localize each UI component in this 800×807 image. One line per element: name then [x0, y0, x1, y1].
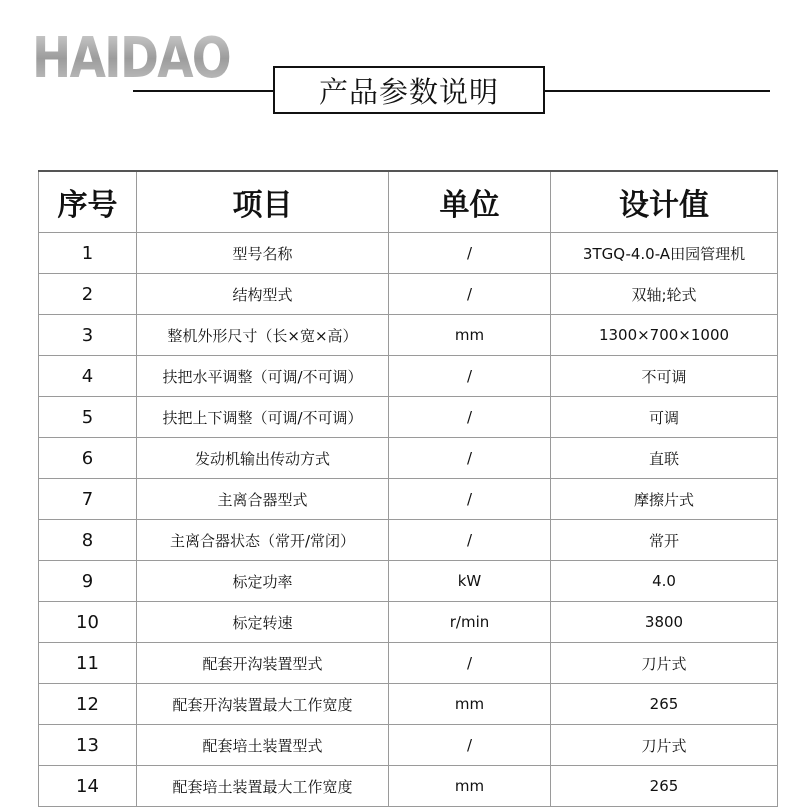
cell-unit: mm — [389, 315, 551, 356]
cell-value: 刀片式 — [551, 643, 778, 684]
cell-item: 结构型式 — [137, 274, 389, 315]
cell-item: 主离合器状态（常开/常闭） — [137, 520, 389, 561]
cell-seq: 9 — [39, 561, 137, 602]
cell-item: 扶把上下调整（可调/不可调） — [137, 397, 389, 438]
header-value: 设计值 — [551, 171, 778, 233]
cell-unit: / — [389, 438, 551, 479]
cell-value: 3TGQ-4.0-A田园管理机 — [551, 233, 778, 274]
cell-seq: 4 — [39, 356, 137, 397]
page-title: 产品参数说明 — [273, 66, 545, 114]
cell-value: 不可调 — [551, 356, 778, 397]
cell-item: 型号名称 — [137, 233, 389, 274]
brand-logo — [32, 26, 232, 91]
cell-seq: 6 — [39, 438, 137, 479]
table-row — [39, 643, 778, 684]
cell-unit: / — [389, 520, 551, 561]
cell-unit: / — [389, 479, 551, 520]
header-item: 项目 — [137, 171, 389, 233]
cell-seq: 5 — [39, 397, 137, 438]
table-row — [39, 479, 778, 520]
cell-value: 265 — [551, 766, 778, 807]
cell-item: 标定功率 — [137, 561, 389, 602]
cell-item: 配套培土装置型式 — [137, 725, 389, 766]
cell-value: 直联 — [551, 438, 778, 479]
spec-table — [38, 170, 778, 807]
cell-unit: kW — [389, 561, 551, 602]
cell-seq: 7 — [39, 479, 137, 520]
cell-value: 刀片式 — [551, 725, 778, 766]
cell-item: 发动机输出传动方式 — [137, 438, 389, 479]
header-seq: 序号 — [39, 171, 137, 233]
table-row — [39, 274, 778, 315]
cell-item: 标定转速 — [137, 602, 389, 643]
cell-value: 双轴;轮式 — [551, 274, 778, 315]
cell-seq: 13 — [39, 725, 137, 766]
cell-seq: 1 — [39, 233, 137, 274]
cell-value: 3800 — [551, 602, 778, 643]
cell-value: 常开 — [551, 520, 778, 561]
cell-seq: 14 — [39, 766, 137, 807]
cell-seq: 11 — [39, 643, 137, 684]
cell-value: 265 — [551, 684, 778, 725]
table-row — [39, 684, 778, 725]
cell-seq: 2 — [39, 274, 137, 315]
cell-item: 整机外形尺寸（长×宽×高） — [137, 315, 389, 356]
cell-unit: mm — [389, 684, 551, 725]
table-row — [39, 233, 778, 274]
table-row — [39, 602, 778, 643]
cell-unit: / — [389, 356, 551, 397]
haidao-logo-icon — [32, 26, 232, 91]
table-row — [39, 315, 778, 356]
header-unit: 单位 — [389, 171, 551, 233]
cell-seq: 10 — [39, 602, 137, 643]
cell-item: 主离合器型式 — [137, 479, 389, 520]
cell-value: 4.0 — [551, 561, 778, 602]
cell-value: 可调 — [551, 397, 778, 438]
table-body — [39, 233, 778, 807]
table-row — [39, 356, 778, 397]
cell-unit: / — [389, 643, 551, 684]
cell-unit: / — [389, 725, 551, 766]
cell-unit: / — [389, 274, 551, 315]
cell-item: 配套开沟装置型式 — [137, 643, 389, 684]
cell-value: 1300×700×1000 — [551, 315, 778, 356]
cell-unit: / — [389, 233, 551, 274]
cell-item: 配套培土装置最大工作宽度 — [137, 766, 389, 807]
table-row — [39, 397, 778, 438]
cell-seq: 12 — [39, 684, 137, 725]
logo-text: HAIDAO — [32, 26, 230, 91]
table-row — [39, 766, 778, 807]
cell-seq: 3 — [39, 315, 137, 356]
cell-item: 配套开沟装置最大工作宽度 — [137, 684, 389, 725]
table-row — [39, 438, 778, 479]
table-row — [39, 520, 778, 561]
cell-item: 扶把水平调整（可调/不可调） — [137, 356, 389, 397]
cell-unit: / — [389, 397, 551, 438]
table-header-row — [39, 171, 778, 233]
title-rule-left — [133, 90, 273, 92]
cell-unit: r/min — [389, 602, 551, 643]
title-rule-right — [545, 90, 770, 92]
cell-seq: 8 — [39, 520, 137, 561]
cell-unit: mm — [389, 766, 551, 807]
table-row — [39, 561, 778, 602]
cell-value: 摩擦片式 — [551, 479, 778, 520]
table-row — [39, 725, 778, 766]
